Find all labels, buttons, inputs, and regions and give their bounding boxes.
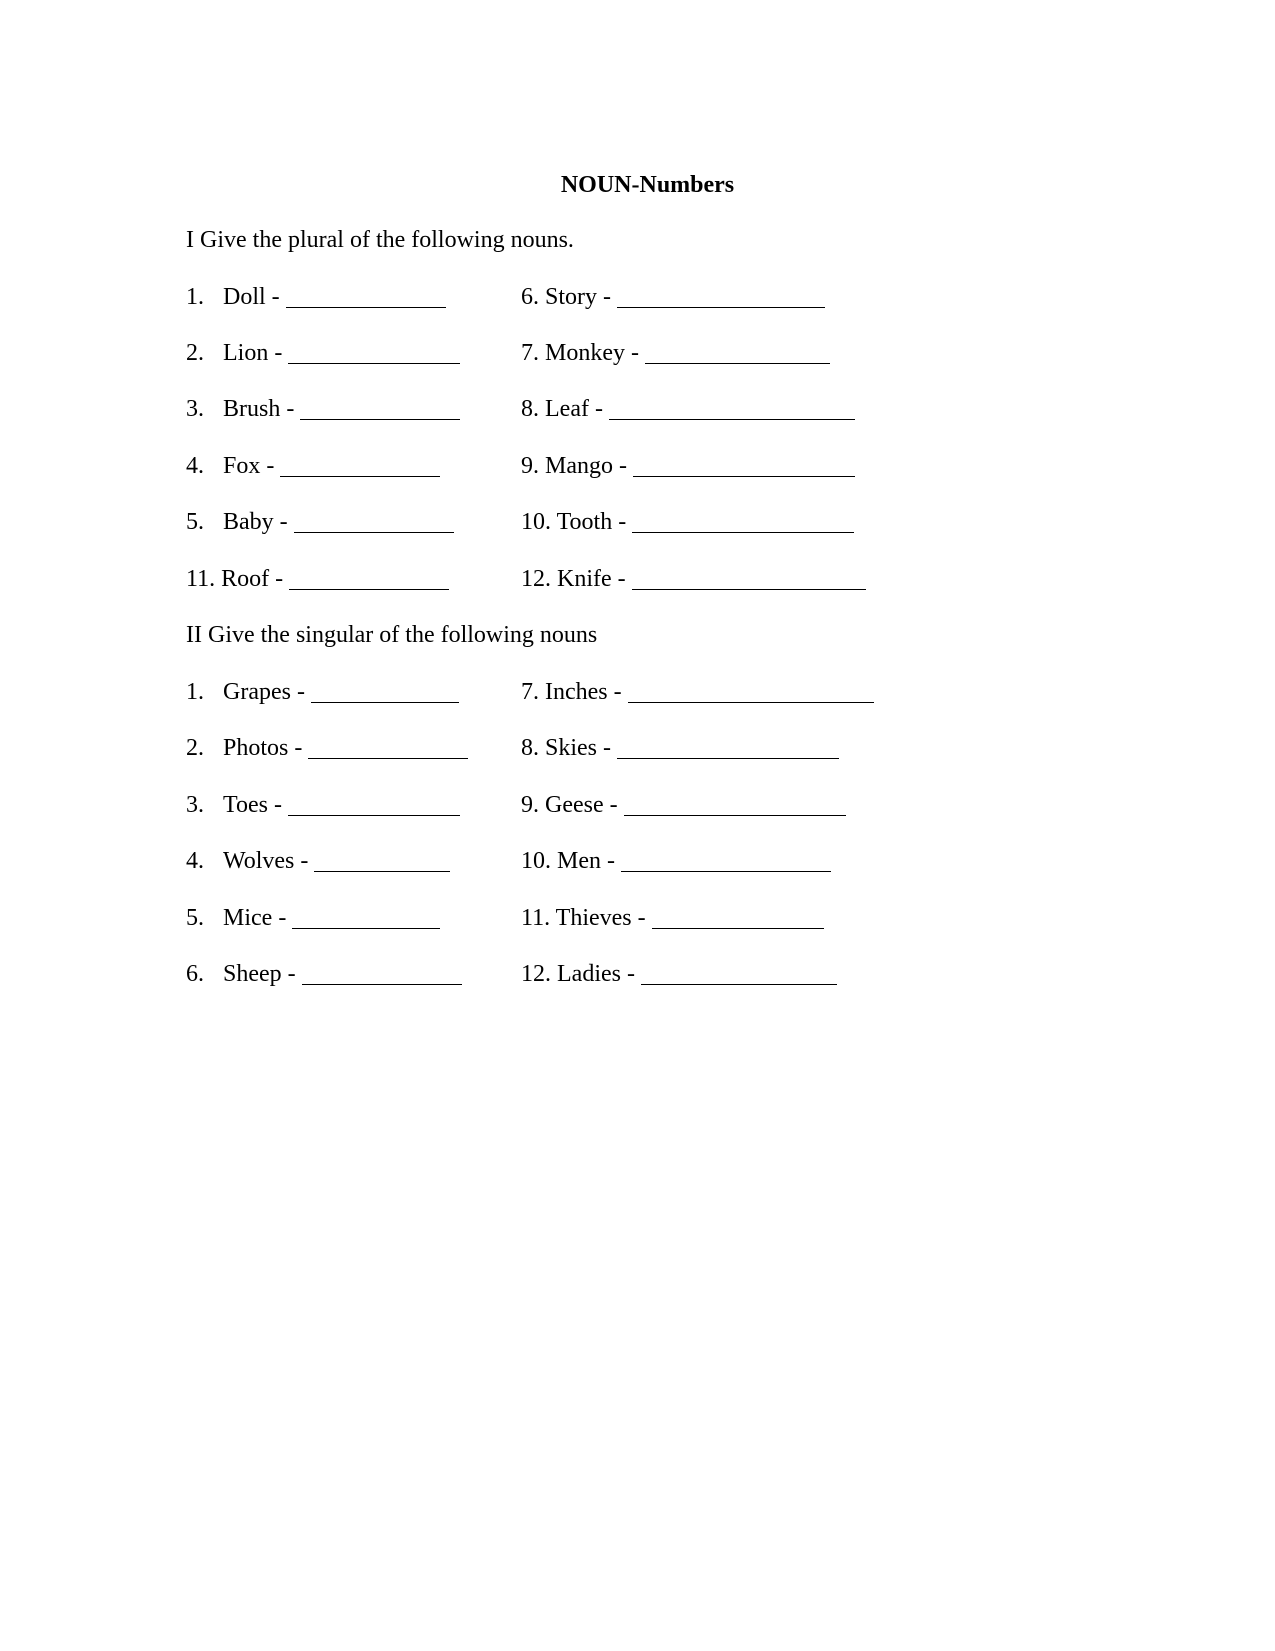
- question-word: 6. Story -: [521, 284, 611, 310]
- section1-row: [186, 563, 1086, 593]
- question-item: [521, 506, 854, 537]
- question-word: Fox -: [223, 453, 275, 479]
- question-word: Photos -: [223, 735, 303, 761]
- page-title: NOUN-Numbers: [560, 172, 735, 198]
- answer-blank[interactable]: [617, 285, 825, 308]
- question-item: [521, 676, 874, 707]
- question-item: [186, 902, 440, 933]
- question-item: [521, 902, 824, 933]
- section1-row: [186, 450, 1086, 480]
- question-item: [521, 450, 855, 481]
- question-number: 5.: [186, 905, 204, 931]
- question-word: 11. Thieves -: [521, 905, 646, 931]
- question-item: [186, 450, 440, 481]
- question-item: [521, 281, 825, 312]
- question-number: 4.: [186, 848, 204, 874]
- section2-row: [186, 732, 1086, 762]
- answer-blank[interactable]: [308, 736, 468, 759]
- question-word: Brush -: [223, 396, 295, 422]
- question-item: [186, 281, 446, 312]
- question-word: 10. Tooth -: [521, 509, 627, 535]
- question-number: 6.: [186, 961, 204, 987]
- answer-blank[interactable]: [628, 680, 874, 703]
- question-word: Toes -: [223, 792, 282, 818]
- question-item: [521, 393, 855, 424]
- section2-instruction: II Give the singular of the following nouns: [186, 622, 598, 648]
- question-item: [186, 676, 459, 707]
- question-number: 1.: [186, 679, 204, 705]
- answer-blank[interactable]: [641, 962, 837, 985]
- question-word: Lion -: [223, 340, 283, 366]
- question-number: 1.: [186, 284, 204, 310]
- question-number: 4.: [186, 453, 204, 479]
- question-word: 8. Leaf -: [521, 396, 603, 422]
- section2-row: [186, 902, 1086, 932]
- section2-row: [186, 958, 1086, 988]
- section1-row: [186, 393, 1086, 423]
- section2-row: [186, 845, 1086, 875]
- answer-blank[interactable]: [300, 397, 460, 420]
- answer-blank[interactable]: [292, 906, 440, 929]
- answer-blank[interactable]: [302, 962, 462, 985]
- section1-row: [186, 506, 1086, 536]
- question-item: [521, 845, 831, 876]
- question-word: 9. Mango -: [521, 453, 627, 479]
- question-number: 5.: [186, 509, 204, 535]
- question-word: 12. Ladies -: [521, 961, 635, 987]
- question-number: 3.: [186, 792, 204, 818]
- question-number: 2.: [186, 340, 204, 366]
- question-word: Baby -: [223, 509, 288, 535]
- question-item: [186, 958, 462, 989]
- section1-row: [186, 281, 1086, 311]
- answer-blank[interactable]: [280, 454, 440, 477]
- question-item: [521, 789, 846, 820]
- question-number: 3.: [186, 396, 204, 422]
- section1-instruction: I Give the plural of the following nouns.: [186, 227, 574, 253]
- answer-blank[interactable]: [288, 793, 460, 816]
- question-item: [521, 563, 866, 594]
- answer-blank[interactable]: [633, 454, 855, 477]
- answer-blank[interactable]: [286, 285, 446, 308]
- question-word: 11. Roof -: [186, 566, 284, 592]
- answer-blank[interactable]: [621, 849, 831, 872]
- answer-blank[interactable]: [294, 510, 454, 533]
- question-item: [521, 337, 830, 368]
- question-item: [186, 845, 450, 876]
- question-word: Mice -: [223, 905, 287, 931]
- question-word: 8. Skies -: [521, 735, 611, 761]
- question-item: [186, 563, 449, 594]
- question-word: 12. Knife -: [521, 566, 626, 592]
- question-item: [521, 732, 839, 763]
- answer-blank[interactable]: [289, 567, 449, 590]
- question-word: 7. Inches -: [521, 679, 622, 705]
- answer-blank[interactable]: [632, 510, 854, 533]
- question-word: Doll -: [223, 284, 280, 310]
- question-word: 10. Men -: [521, 848, 615, 874]
- question-word: 7. Monkey -: [521, 340, 639, 366]
- question-item: [186, 732, 468, 763]
- answer-blank[interactable]: [609, 397, 855, 420]
- question-word: 9. Geese -: [521, 792, 618, 818]
- answer-blank[interactable]: [288, 341, 460, 364]
- section2-row: [186, 676, 1086, 706]
- answer-blank[interactable]: [624, 793, 846, 816]
- answer-blank[interactable]: [314, 849, 450, 872]
- question-word: Sheep -: [223, 961, 296, 987]
- answer-blank[interactable]: [617, 736, 839, 759]
- section2-row: [186, 789, 1086, 819]
- question-item: [186, 789, 460, 820]
- question-item: [186, 393, 460, 424]
- question-word: Wolves -: [223, 848, 309, 874]
- answer-blank[interactable]: [632, 567, 866, 590]
- answer-blank[interactable]: [645, 341, 830, 364]
- answer-blank[interactable]: [652, 906, 824, 929]
- answer-blank[interactable]: [311, 680, 459, 703]
- question-item: [186, 506, 454, 537]
- question-item: [521, 958, 837, 989]
- section1-row: [186, 337, 1086, 367]
- question-word: Grapes -: [223, 679, 305, 705]
- question-item: [186, 337, 460, 368]
- question-number: 2.: [186, 735, 204, 761]
